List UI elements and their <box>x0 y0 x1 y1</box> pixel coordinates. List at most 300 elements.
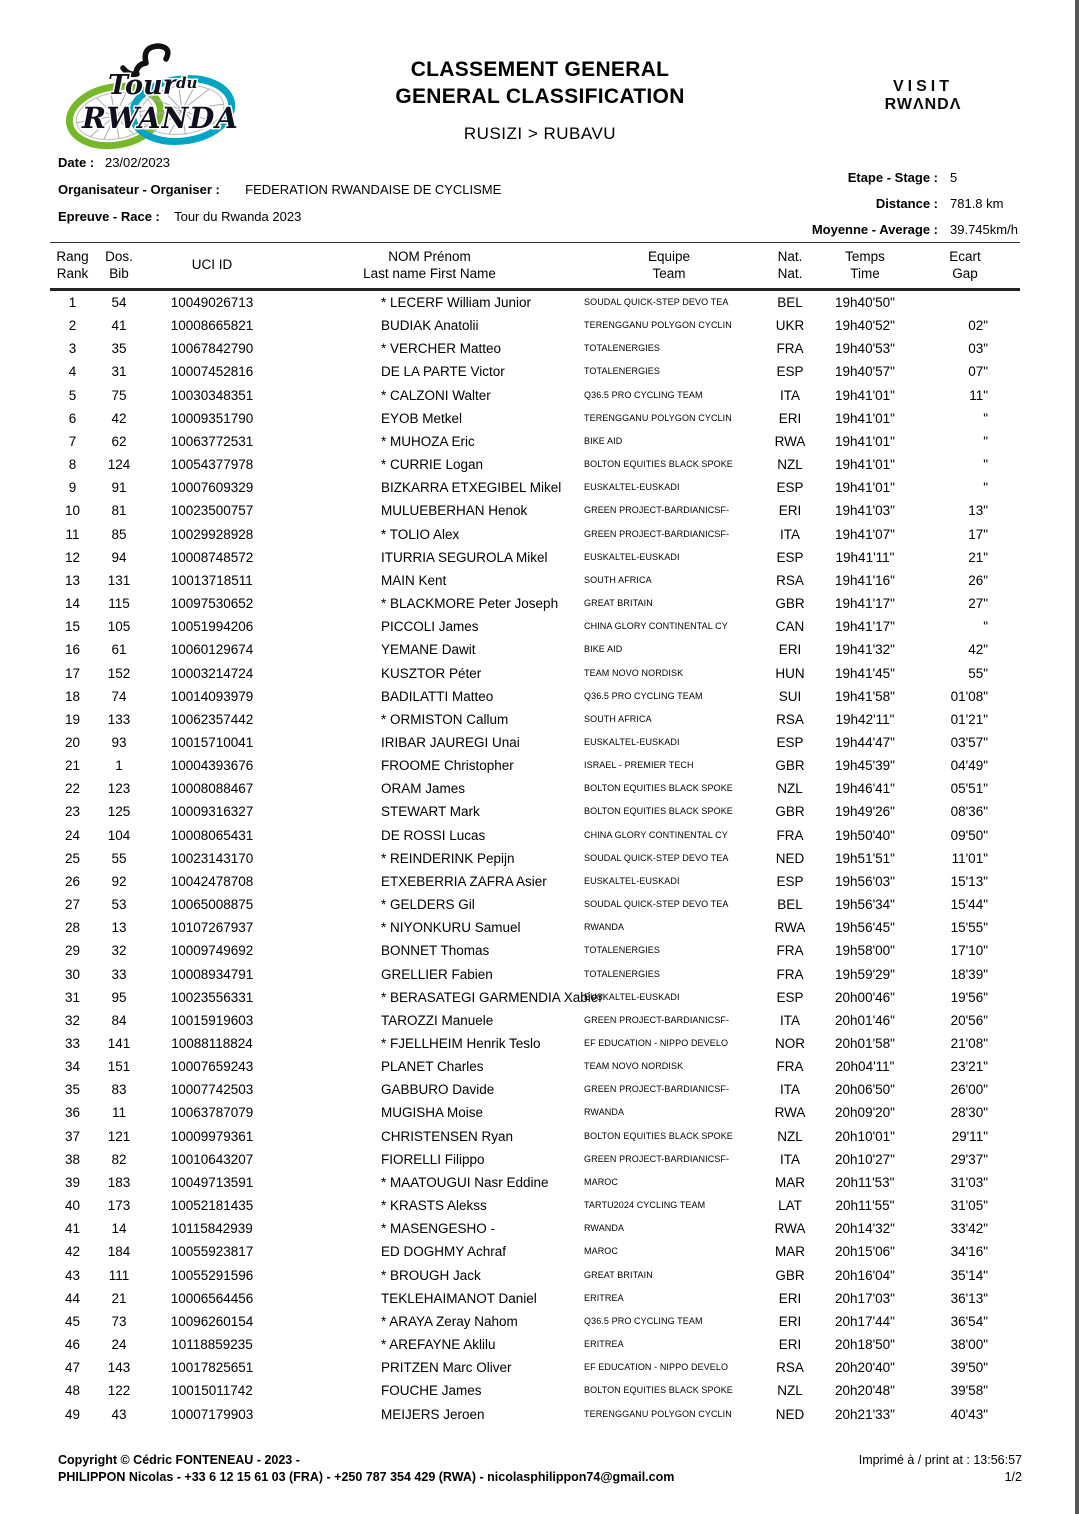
time-cell: 20h21'33" <box>835 1406 895 1422</box>
bib-cell: 143 <box>107 1360 131 1376</box>
uci-cell: 10004393676 <box>170 758 254 774</box>
distance-label: Distance : <box>875 196 938 211</box>
time-cell: 19h56'45" <box>835 920 895 936</box>
rank-cell: 16 <box>64 642 81 658</box>
rank-cell: 49 <box>64 1406 81 1422</box>
nat-cell: RWA <box>774 1221 806 1237</box>
bib-cell: 184 <box>107 1244 131 1260</box>
name-cell: * AREFAYNE Aklilu <box>381 1337 496 1353</box>
bib-cell: 1 <box>115 758 123 774</box>
name-cell: BUDIAK Anatolii <box>381 318 479 334</box>
nat-cell: CAN <box>775 619 805 635</box>
uci-cell: 10054377978 <box>170 457 254 473</box>
gap-cell: 21'08" <box>950 1036 988 1051</box>
time-cell: 20h14'32" <box>835 1221 895 1237</box>
header-nat <box>760 243 820 290</box>
table-row <box>50 731 1020 754</box>
time-cell: 19h40'53" <box>835 341 895 357</box>
name-cell: * NIYONKURU Samuel <box>381 920 521 936</box>
nat-cell: GBR <box>775 1267 805 1283</box>
uci-cell: 10049713591 <box>170 1174 254 1190</box>
uci-cell: 10008088467 <box>170 781 254 797</box>
gap-cell: 28'30" <box>950 1105 988 1121</box>
rank-cell: 14 <box>64 596 81 612</box>
uci-cell: 10063772531 <box>170 433 254 449</box>
rank-cell: 24 <box>64 827 81 843</box>
distance-value: 781.8 km <box>950 196 1004 211</box>
table-row <box>50 1125 1020 1148</box>
bib-cell: 104 <box>107 827 131 843</box>
nat-cell: RWA <box>774 433 806 449</box>
nat-cell: HUN <box>775 665 805 681</box>
time-cell: 19h41'16" <box>835 572 895 588</box>
team-cell: RWANDA <box>584 1223 625 1234</box>
bib-cell: 62 <box>111 433 127 449</box>
rank-cell: 18 <box>64 688 81 704</box>
team-cell: ERITREA <box>584 1292 624 1303</box>
team-cell: BIKE AID <box>584 435 623 446</box>
bib-cell: 92 <box>111 873 127 889</box>
time-cell: 20h06'50" <box>835 1082 895 1098</box>
header-uci-label: UCI ID <box>191 257 233 272</box>
header-bib <box>95 243 143 290</box>
header-team-en: Team <box>652 266 686 281</box>
table-row <box>50 800 1020 823</box>
name-cell: PLANET Charles <box>381 1059 484 1075</box>
rank-cell: 6 <box>68 410 77 426</box>
time-cell: 20h17'44" <box>835 1313 895 1329</box>
team-cell: TEAM NOVO NORDISK <box>584 1061 684 1072</box>
nat-cell: LAT <box>778 1198 802 1214</box>
table-row <box>50 523 1020 546</box>
copyright-line1: Copyright © Cédric FONTENEAU - 2023 - <box>58 1453 300 1467</box>
race-label: Epreuve - Race : <box>58 209 160 224</box>
uci-cell: 10023143170 <box>170 850 254 866</box>
table-row <box>50 638 1020 661</box>
table-row <box>50 1009 1020 1032</box>
time-cell: 19h41'32" <box>835 642 895 658</box>
name-cell: CHRISTENSEN Ryan <box>381 1128 514 1144</box>
bib-cell: 75 <box>111 387 127 403</box>
uci-cell: 10007742503 <box>170 1082 254 1098</box>
rank-cell: 4 <box>68 364 77 380</box>
name-cell: GRELLIER Fabien <box>381 966 493 982</box>
bib-cell: 105 <box>107 619 131 635</box>
visit-rwanda-line1: VISIT <box>892 78 953 95</box>
header-nat-en: Nat. <box>777 266 803 281</box>
footer-copyright <box>58 1452 674 1486</box>
time-cell: 20h11'55" <box>835 1198 895 1214</box>
rank-cell: 15 <box>64 619 81 635</box>
nat-cell: RSA <box>776 572 804 588</box>
meta-date <box>58 155 170 170</box>
table-row <box>50 314 1020 337</box>
name-cell: PRITZEN Marc Oliver <box>381 1360 512 1376</box>
rank-cell: 29 <box>64 943 81 959</box>
team-cell: Q36.5 PRO CYCLING TEAM <box>584 389 703 400</box>
nat-cell: ITA <box>780 1151 800 1167</box>
team-cell: Q36.5 PRO CYCLING TEAM <box>584 690 703 701</box>
name-cell: IRIBAR JAUREGI Unai <box>381 734 520 750</box>
nat-cell: ERI <box>778 1337 802 1353</box>
header-rank <box>50 243 95 290</box>
time-cell: 19h40'52" <box>835 318 895 334</box>
bib-cell: 33 <box>111 966 127 982</box>
bib-cell: 42 <box>111 410 127 426</box>
table-row <box>50 1194 1020 1217</box>
table-row <box>50 893 1020 916</box>
table-row <box>50 499 1020 522</box>
time-cell: 19h41'01" <box>835 387 895 403</box>
nat-cell: RSA <box>776 711 804 727</box>
table-row <box>50 847 1020 870</box>
table-row <box>50 986 1020 1009</box>
rank-cell: 42 <box>64 1244 81 1260</box>
gap-cell: 01'21" <box>950 711 988 727</box>
gap-cell: 29'11" <box>951 1128 988 1144</box>
header-gap-fr: Ecart <box>949 249 981 264</box>
general-classification-table <box>50 242 1020 1426</box>
header-rank-fr: Rang <box>56 249 89 264</box>
team-cell: EF EDUCATION - NIPPO DEVELO <box>584 1362 729 1373</box>
name-cell: FOUCHE James <box>381 1383 482 1399</box>
nat-cell: ITA <box>780 1082 800 1098</box>
rank-cell: 5 <box>68 387 77 403</box>
gap-cell: 36'54" <box>950 1313 988 1329</box>
name-cell: YEMANE Dawit <box>381 642 476 658</box>
bib-cell: 133 <box>107 711 131 727</box>
nat-cell: BEL <box>777 897 803 913</box>
nat-cell: ERI <box>778 410 802 426</box>
uci-cell: 10009749692 <box>170 943 254 959</box>
time-cell: 19h41'01" <box>835 410 895 426</box>
team-cell: GREAT BRITAIN <box>584 1269 653 1280</box>
time-cell: 20h17'03" <box>835 1290 895 1306</box>
time-cell: 20h18'50" <box>835 1337 895 1353</box>
rank-cell: 9 <box>68 480 77 496</box>
time-cell: 20h16'04" <box>835 1267 895 1283</box>
name-cell: EYOB Metkel <box>381 410 463 426</box>
table-row <box>50 360 1020 383</box>
nat-cell: ESP <box>776 989 804 1005</box>
header-bib-fr: Dos. <box>105 249 133 264</box>
time-cell: 19h41'01" <box>835 480 895 496</box>
team-cell: BIKE AID <box>584 644 623 655</box>
meta-race <box>58 209 301 224</box>
team-cell: CHINA GLORY CONTINENTAL CY <box>584 621 728 632</box>
time-cell: 19h44'47" <box>835 734 895 750</box>
uci-cell: 10006564456 <box>170 1290 254 1306</box>
header-time <box>820 243 910 290</box>
uci-cell: 10055923817 <box>170 1244 254 1260</box>
nat-cell: ESP <box>776 873 804 889</box>
uci-cell: 10015011742 <box>171 1383 253 1399</box>
table-row <box>50 569 1020 592</box>
table-row <box>50 592 1020 615</box>
stage-label: Etape - Stage : <box>847 170 938 185</box>
time-cell: 20h10'01" <box>835 1128 895 1144</box>
stage-route: RUSIZI > RUBAVU <box>463 124 617 143</box>
name-cell: KUSZTOR Péter <box>381 665 482 681</box>
table-row <box>50 916 1020 939</box>
nat-cell: ESP <box>776 734 804 750</box>
visit-rwanda-logo <box>858 78 988 114</box>
name-cell: * MAATOUGUI Nasr Eddine <box>381 1174 549 1190</box>
logo-wordmark <box>81 70 239 135</box>
gap-cell: 39'50" <box>950 1360 988 1376</box>
team-cell: EUSKALTEL-EUSKADI <box>584 875 680 886</box>
bib-cell: 21 <box>111 1290 127 1306</box>
average-value: 39.745km/h <box>950 222 1018 237</box>
gap-cell: 20'56" <box>950 1012 988 1028</box>
time-cell: 20h09'20" <box>835 1105 895 1121</box>
nat-cell: GBR <box>775 758 805 774</box>
bib-cell: 91 <box>111 480 127 496</box>
rank-cell: 46 <box>64 1337 81 1353</box>
time-cell: 19h49'26" <box>835 804 895 820</box>
name-cell: ORAM James <box>381 781 466 797</box>
team-cell: GREEN PROJECT-BARDIANICSF- <box>584 528 730 539</box>
table-row <box>50 1240 1020 1263</box>
name-cell: * BERASATEGI GARMENDIA Xabier <box>381 989 603 1005</box>
table-row <box>50 708 1020 731</box>
bib-cell: 54 <box>111 295 127 310</box>
table-row <box>50 1217 1020 1240</box>
name-cell: TEKLEHAIMANOT Daniel <box>381 1290 537 1306</box>
bib-cell: 115 <box>108 596 130 612</box>
bib-cell: 13 <box>111 920 127 936</box>
nat-cell: NZL <box>777 1128 803 1144</box>
name-cell: FIORELLI Filippo <box>381 1151 485 1167</box>
name-cell: BIZKARRA ETXEGIBEL Mikel <box>381 480 562 496</box>
rank-cell: 20 <box>64 734 81 750</box>
printed-at: Imprimé à / print at : 13:56:57 <box>858 1453 1022 1467</box>
gap-cell: 04'49" <box>950 758 988 774</box>
nat-cell: ITA <box>780 1012 800 1028</box>
uci-cell: 10007179903 <box>170 1406 254 1422</box>
gap-cell <box>910 290 1020 315</box>
name-cell: * KRASTS Alekss <box>381 1198 487 1214</box>
gap-cell: 33'42" <box>950 1221 988 1237</box>
bib-cell: 73 <box>111 1313 127 1329</box>
time-cell: 19h41'17" <box>835 596 895 612</box>
uci-cell: 10023500757 <box>170 503 254 519</box>
header-time-en: Time <box>850 266 880 281</box>
nat-cell: NZL <box>777 457 803 473</box>
nat-cell: ERI <box>778 1313 802 1329</box>
name-cell: * TOLIO Alex <box>381 526 460 542</box>
gap-cell: 03'57" <box>950 734 988 750</box>
table-row <box>50 407 1020 430</box>
team-cell: TOTALENERGIES <box>584 968 660 979</box>
time-cell: 19h45'39" <box>835 758 895 774</box>
team-cell: BOLTON EQUITIES BLACK SPOKE <box>584 459 733 470</box>
table-row <box>50 337 1020 360</box>
table-row <box>50 1287 1020 1310</box>
rank-cell: 45 <box>64 1313 81 1329</box>
nat-cell: FRA <box>776 966 804 982</box>
gap-cell: " <box>983 433 988 449</box>
time-cell: 19h41'17" <box>835 619 895 635</box>
rank-cell: 11 <box>65 526 80 542</box>
rank-cell: 27 <box>64 897 81 913</box>
header-name <box>281 243 578 290</box>
uci-cell: 10009316327 <box>170 804 254 820</box>
table-row <box>50 1379 1020 1402</box>
name-cell: * BLACKMORE Peter Joseph <box>381 596 559 612</box>
nat-cell: NZL <box>777 1383 803 1399</box>
gap-cell: 23'21" <box>950 1059 988 1075</box>
team-cell: SOUDAL QUICK-STEP DEVO TEA <box>584 899 729 910</box>
name-cell: * ARAYA Zeray Nahom <box>381 1313 518 1329</box>
gap-cell: 15'55" <box>950 920 988 936</box>
team-cell: EUSKALTEL-EUSKADI <box>584 736 680 747</box>
time-cell: 20h04'11" <box>835 1059 895 1075</box>
time-cell: 19h56'34" <box>835 897 895 913</box>
table-row <box>50 777 1020 800</box>
gap-cell: 31'05" <box>950 1198 988 1214</box>
rank-cell: 37 <box>64 1128 81 1144</box>
team-cell: Q36.5 PRO CYCLING TEAM <box>584 1315 703 1326</box>
team-cell: RWANDA <box>584 922 625 933</box>
uci-cell: 10007609329 <box>170 480 254 496</box>
team-cell: TARTU2024 CYCLING TEAM <box>584 1200 706 1211</box>
tour-du-rwanda-logo-icon <box>60 38 245 156</box>
uci-cell: 10013718511 <box>171 572 253 588</box>
team-cell: EUSKALTEL-EUSKADI <box>584 551 680 562</box>
name-cell: ED DOGHMY Achraf <box>381 1244 507 1260</box>
bib-cell: 111 <box>108 1267 130 1283</box>
table-row <box>50 1101 1020 1124</box>
name-cell: MAIN Kent <box>381 572 447 588</box>
gap-cell: 03" <box>968 341 988 357</box>
gap-cell: " <box>983 457 988 473</box>
gap-cell: 11'01" <box>951 850 988 866</box>
bib-cell: 41 <box>111 318 127 334</box>
name-cell: GABBURO Davide <box>381 1082 495 1098</box>
gap-cell: 31'03" <box>950 1174 988 1190</box>
name-cell: MEIJERS Jeroen <box>381 1406 485 1422</box>
rank-cell: 2 <box>68 318 77 334</box>
uci-cell: 10008934791 <box>170 966 254 982</box>
bib-cell: 141 <box>107 1036 131 1051</box>
gap-cell: 15'13" <box>950 873 988 889</box>
rank-cell: 34 <box>64 1059 81 1075</box>
gap-cell: 02" <box>968 318 988 334</box>
bib-cell: 95 <box>111 989 127 1005</box>
bib-cell: 32 <box>111 943 127 959</box>
time-cell: 19h58'00" <box>835 943 895 959</box>
name-cell: PICCOLI James <box>381 619 479 635</box>
bib-cell: 82 <box>111 1151 127 1167</box>
table-row <box>50 290 1020 315</box>
logo-text-rwanda: RWANDA <box>82 101 239 135</box>
uci-cell: 10118859235 <box>171 1337 253 1353</box>
team-cell: BOLTON EQUITIES BLACK SPOKE <box>584 806 733 817</box>
table-row <box>50 384 1020 407</box>
uci-cell: 10009979361 <box>170 1128 254 1144</box>
bib-cell: 35 <box>111 341 127 357</box>
nat-cell: NOR <box>775 1036 805 1051</box>
race-value: Tour du Rwanda 2023 <box>174 209 302 224</box>
logo-text-du: du <box>176 74 198 92</box>
rank-cell: 1 <box>68 295 77 310</box>
header-gap-en: Gap <box>952 266 978 281</box>
team-cell: TERENGGANU POLYGON CYCLIN <box>584 1408 732 1419</box>
gap-cell: 11" <box>969 387 988 403</box>
name-cell: * MUHOZA Eric <box>381 433 475 449</box>
bib-cell: 31 <box>111 364 127 380</box>
name-cell: * CALZONI Walter <box>381 387 491 403</box>
rank-cell: 36 <box>64 1105 81 1121</box>
nat-cell: RWA <box>774 920 806 936</box>
bib-cell: 11 <box>111 1105 126 1121</box>
time-cell: 19h41'45" <box>835 665 895 681</box>
uci-cell: 10008665821 <box>170 318 254 334</box>
table-row <box>50 1333 1020 1356</box>
team-cell: SOUDAL QUICK-STEP DEVO TEA <box>584 852 729 863</box>
team-cell: EUSKALTEL-EUSKADI <box>584 991 680 1002</box>
team-cell: BOLTON EQUITIES BLACK SPOKE <box>584 783 733 794</box>
team-cell: RWANDA <box>584 1107 625 1118</box>
name-cell: * LECERF William Junior <box>381 295 532 310</box>
bib-cell: 83 <box>111 1082 127 1098</box>
time-cell: 20h20'40" <box>835 1360 895 1376</box>
header-time-fr: Temps <box>845 249 885 264</box>
rank-cell: 40 <box>64 1198 81 1214</box>
gap-cell: 55" <box>968 665 988 681</box>
uci-cell: 10062357442 <box>170 711 254 727</box>
uci-cell: 10096260154 <box>170 1313 254 1329</box>
nat-cell: ESP <box>776 549 804 565</box>
nat-cell: FRA <box>776 1059 804 1075</box>
time-cell: 19h56'03" <box>835 873 895 889</box>
nat-cell: ERI <box>778 642 802 658</box>
uci-cell: 10115842939 <box>171 1221 253 1237</box>
bib-cell: 93 <box>111 734 127 750</box>
rank-cell: 13 <box>64 572 81 588</box>
bib-cell: 84 <box>111 1012 127 1028</box>
team-cell: GREEN PROJECT-BARDIANICSF- <box>584 1014 730 1025</box>
uci-cell: 10055291596 <box>170 1267 254 1283</box>
team-cell: TERENGGANU POLYGON CYCLIN <box>584 320 732 331</box>
gap-cell: 13" <box>968 503 988 519</box>
bib-cell: 74 <box>111 688 127 704</box>
header-bib-en: Bib <box>109 266 129 281</box>
name-cell: DE ROSSI Lucas <box>381 827 486 843</box>
gap-cell: 19'56" <box>950 989 988 1005</box>
header-team <box>578 243 760 290</box>
uci-cell: 10052181435 <box>170 1198 254 1214</box>
bib-cell: 81 <box>111 503 127 519</box>
organiser-value: FEDERATION RWANDAISE DE CYCLISME <box>245 182 502 197</box>
table-row <box>50 546 1020 569</box>
bib-cell: 121 <box>107 1128 131 1144</box>
uci-cell: 10015710041 <box>170 734 254 750</box>
table-row <box>50 939 1020 962</box>
bib-cell: 61 <box>111 642 127 658</box>
rank-cell: 3 <box>68 341 77 357</box>
time-cell: 19h41'58" <box>835 688 895 704</box>
nat-cell: NED <box>775 850 805 866</box>
rank-cell: 39 <box>64 1174 81 1190</box>
gap-cell: 01'08" <box>950 688 988 704</box>
header-rank-en: Rank <box>56 266 89 281</box>
name-cell: DE LA PARTE Victor <box>381 364 505 380</box>
bib-cell: 122 <box>107 1383 131 1399</box>
rank-cell: 23 <box>64 804 81 820</box>
table-row <box>50 1310 1020 1333</box>
